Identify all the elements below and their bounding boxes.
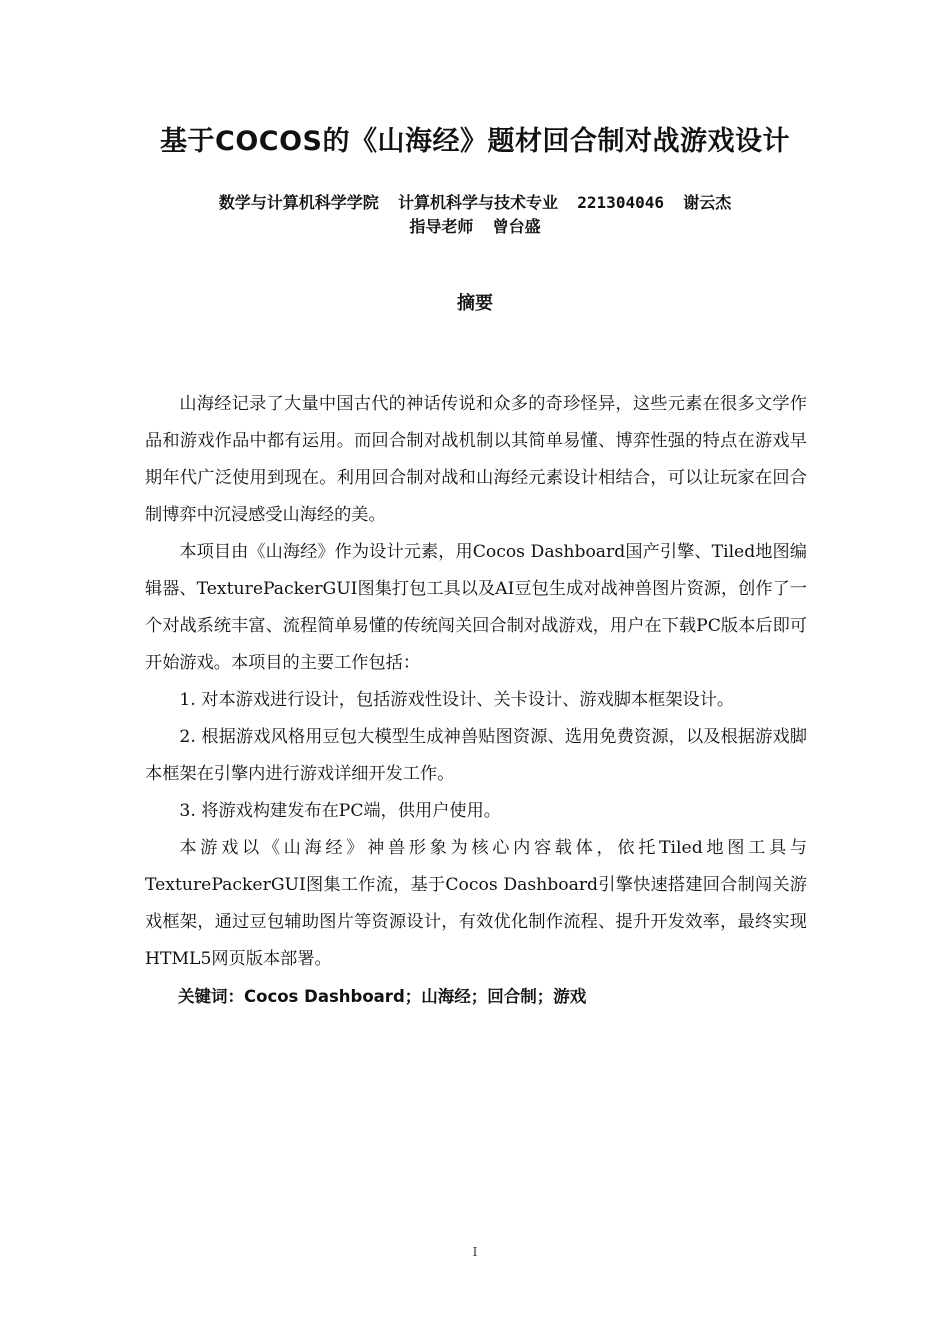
work-item: 2. 根据游戏风格用豆包大模型生成神兽贴图资源、选用免费资源，以及根据游戏脚本框架在引擎内进行游戏详细开发工作。 — [145, 727, 807, 784]
abstract-heading: 摘要 — [457, 293, 493, 314]
author-info: 数学与计算机科学学院 计算机科学与技术专业 221304046 谢云杰 — [218, 193, 732, 212]
abstract-paragraph: 本游戏以《山海经》神兽形象为核心内容载体，依托Tiled地图工具与TexturePackerGUI图集工作流，基于Cocos Dashboard引擎快速搭建回合制闯关游戏框架，通过豆包辅助图片等资源设计，有效优化制作流程、提升开发效率，最终实现HTML5网页版本部署。 — [145, 838, 807, 969]
abstract-paragraph: 本项目由《山海经》作为设计元素，用Cocos Dashboard国产引擎、Tiled地图编辑器、TexturePackerGUI图集打包工具以及AI豆包生成对战神兽图片资源，创作了一个对战系统丰富、流程简单易懂的传统闯关回合制对战游戏，用户在下载PC版本后即可开始游戏。本项目的主要工作包括： — [145, 542, 807, 673]
keywords: 关键词：Cocos Dashboard；山海经；回合制；游戏 — [178, 987, 587, 1006]
paper-title: 基于COCOS的《山海经》题材回合制对战游戏设计 — [160, 126, 790, 157]
advisor-info: 指导老师 曾台盛 — [409, 217, 541, 236]
abstract-body — [145, 386, 807, 1015]
work-item: 1. 对本游戏进行设计，包括游戏性设计、关卡设计、游戏脚本框架设计。 — [179, 690, 735, 710]
abstract-paragraph: 山海经记录了大量中国古代的神话传说和众多的奇珍怪异，这些元素在很多文学作品和游戏作品中都有运用。而回合制对战机制以其简单易懂、博弈性强的特点在游戏早期年代广泛使用到现在。利用回合制对战和山海经元素设计相结合，可以让玩家在回合制博弈中沉浸感受山海经的美。 — [145, 394, 807, 525]
work-item: 3. 将游戏构建发布在PC端，供用户使用。 — [179, 801, 501, 821]
page-number: I — [472, 1245, 478, 1259]
